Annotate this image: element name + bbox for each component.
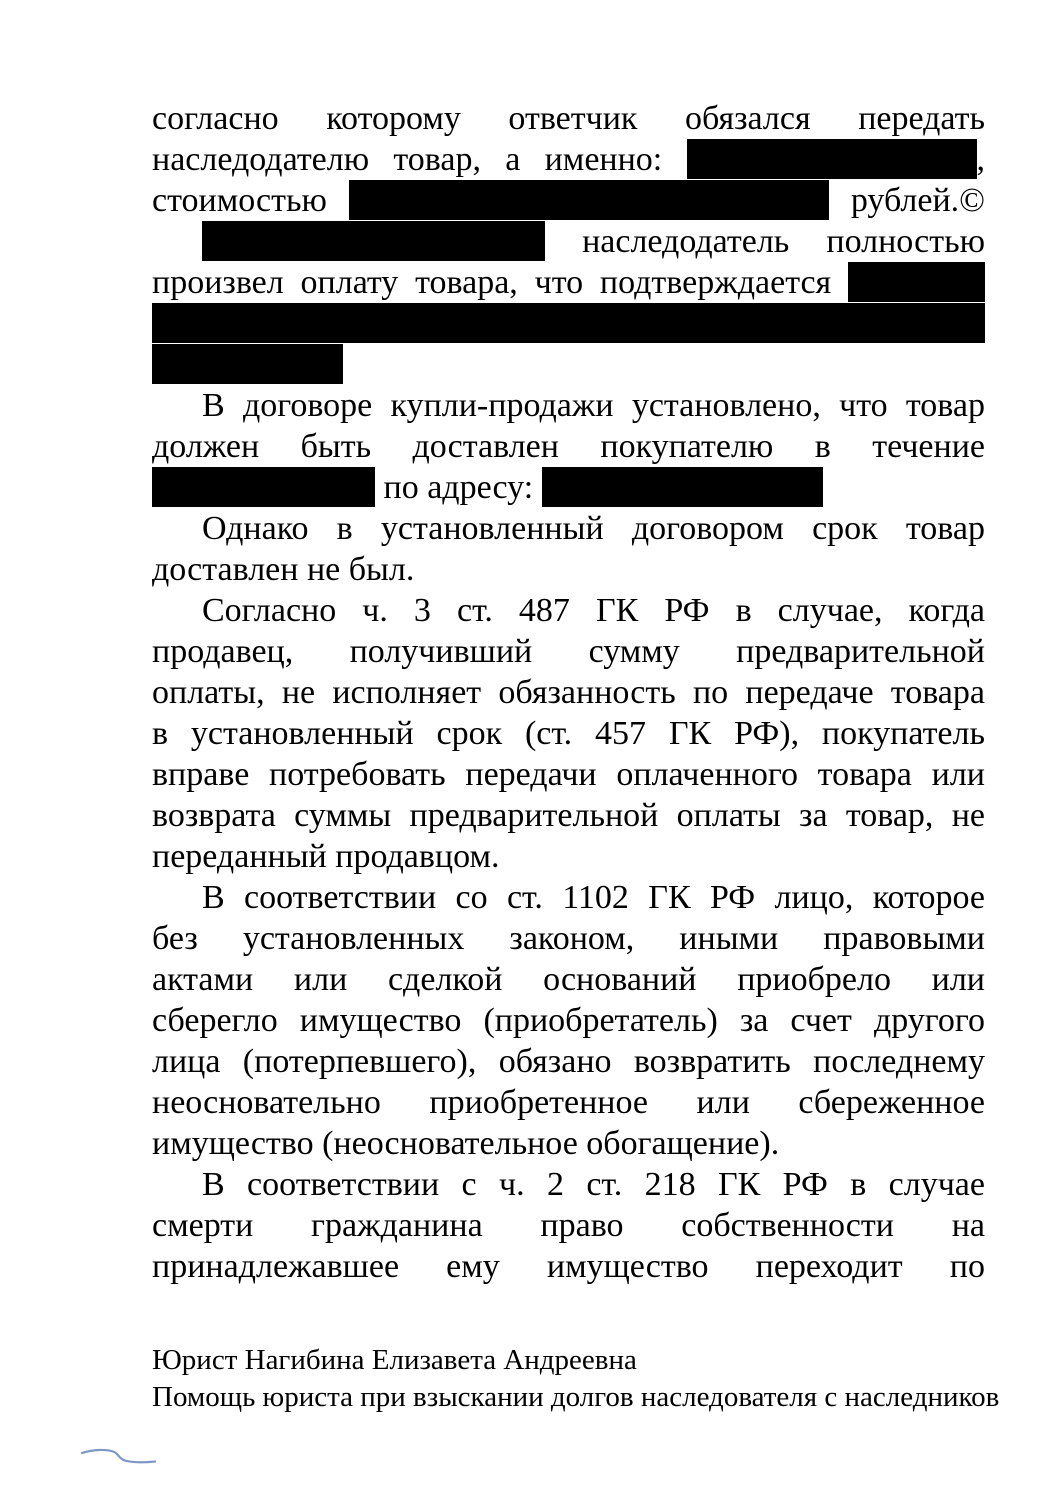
text-line: должен быть доставлен покупателю в течение [152, 428, 985, 465]
text-line: в установленный срок (ст. 457 ГК РФ), покупатель [152, 715, 985, 752]
redaction-bar [152, 303, 985, 343]
redaction-bar [202, 221, 545, 261]
text-line: продавец, получивший сумму предварительной [152, 633, 985, 670]
text-line: возврата суммы предварительной оплаты за товар, не [152, 797, 985, 834]
text-line: В договоре купли-продажи установлено, что товар [202, 387, 985, 424]
redaction-bar [542, 467, 823, 507]
footer [152, 1342, 1012, 1416]
text-line: Однако в установленный договором срок товар [202, 510, 985, 547]
text-line: лица (потерпевшего), обязано возвратить последнему [152, 1043, 985, 1080]
signature-swoosh-path [82, 1450, 155, 1462]
text-line: переданный продавцом. [152, 838, 500, 875]
text-line: актами или сделкой оснований приобрело или [152, 961, 985, 998]
redaction-bar [848, 262, 985, 302]
redaction-bar [152, 344, 343, 384]
text-line: доставлен не был. [152, 551, 415, 588]
text-line: без установленных законом, иными правовыми [152, 920, 985, 957]
redaction-bar [152, 467, 375, 507]
text-line: наследодатель полностью [152, 221, 985, 262]
text-line: имущество (неосновательное обогащение). [152, 1125, 780, 1162]
text-line: сберегло имущество (приобретатель) за счет другого [152, 1002, 985, 1039]
text-line: В соответствии со ст. 1102 ГК РФ лицо, которое [202, 879, 985, 916]
text-line: наследодателю товар, а именно: , [152, 141, 985, 178]
text-line: принадлежавшее ему имущество переходит по [152, 1248, 985, 1285]
text-line: оплаты, не исполняет обязанность по передаче товара [152, 674, 985, 711]
footer-author-line: Юрист Нагибина Елизавета Андреевна [152, 1344, 637, 1376]
paragraph [152, 385, 985, 508]
text-line [152, 344, 985, 385]
footer-description-line: Помощь юриста при взыскании долгов наследователя с наследников [152, 1381, 1000, 1413]
redaction-bar [349, 180, 829, 220]
text-line: неосновательно приобретенное или сбереженное [152, 1084, 985, 1121]
text-line: смерти гражданина право собственности на [152, 1207, 985, 1244]
paragraph [152, 877, 985, 1164]
text-line: вправе потребовать передачи оплаченного товара или [152, 756, 985, 793]
text-line: В соответствии с ч. 2 ст. 218 ГК РФ в случае [202, 1166, 985, 1203]
paragraph [152, 1164, 985, 1287]
text-line: стоимостью рублей.© [152, 182, 985, 219]
signature-swoosh [79, 1443, 159, 1469]
body-text [152, 98, 985, 1287]
text-line: Согласно ч. 3 ст. 487 ГК РФ в случае, когда [202, 592, 985, 629]
text-line [152, 303, 985, 344]
text-line: по адресу: [152, 467, 985, 508]
redaction-bar [687, 139, 977, 179]
paragraph [152, 590, 985, 877]
text-line: произвел оплату товара, что подтверждается [152, 262, 985, 303]
paragraph [152, 508, 985, 590]
text-line: согласно которому ответчик обязался передать [152, 100, 985, 137]
paragraph [152, 98, 985, 385]
